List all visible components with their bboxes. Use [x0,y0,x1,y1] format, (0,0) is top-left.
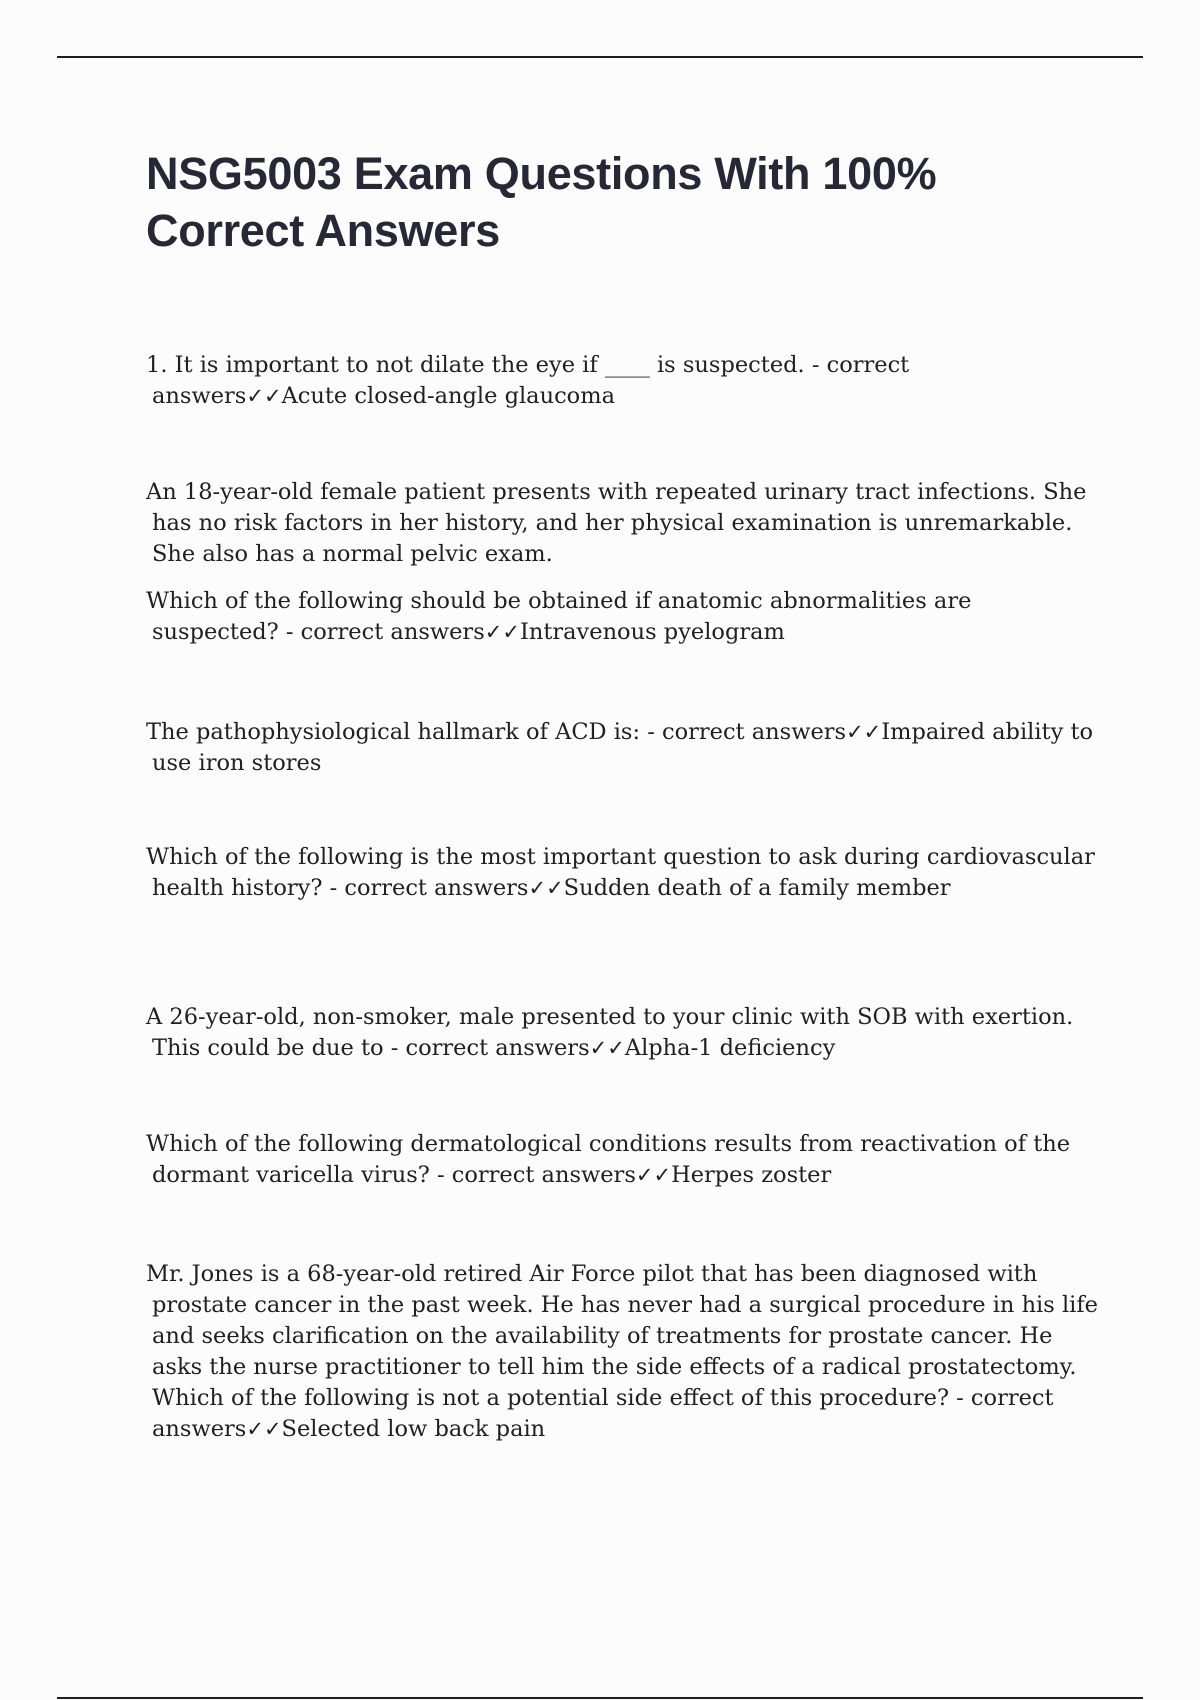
qa-item [146,1259,1102,1445]
check-mark-icon: ✓✓ [246,384,282,408]
qa-item [146,842,1102,904]
question-text: Mr. Jones is a 68-year-old retired Air Force pilot that has been diagnosed with prostate cancer in the past week. He has never had a surgical procedure in his life and seeks clarification on the availability of treatments for prostate cancer. He asks the nurse practitioner to tell him the side effects of a radical prostatectomy. Which of the following is not a potential side effect of this procedure? [146,1261,1098,1411]
question-text: 1. It is important to not dilate the eye if ____ is suspected. [146,352,805,378]
answer-separator: - correct answers [640,719,847,745]
question-text: Which of the following should be obtained if anatomic abnormalities are suspected? [146,588,972,645]
check-mark-icon: ✓✓ [528,876,564,900]
answer-text: Intravenous pyelogram [519,619,785,645]
qa-item [146,1002,1102,1064]
qa-item [146,350,1102,412]
qa-item [146,1129,1102,1191]
answer-text: Sudden death of a family member [563,875,951,901]
qa-item [146,717,1102,779]
check-mark-icon: ✓✓ [246,1417,282,1441]
question-text: An 18-year-old female patient presents with repeated urinary tract infections. She has no risk factors in her history, and her physical examination is unremarkable. She also has a normal pelvic exam. [146,479,1087,567]
check-mark-icon: ✓✓ [635,1163,672,1187]
answer-separator: - correct answers [322,875,529,901]
qa-item [146,477,1102,570]
question-text: A 26-year-old, non-smoker, male presented to your clinic with SOB with exertion. This could be due to [146,1004,1074,1061]
answer-text: Herpes zoster [671,1162,832,1188]
answer-separator: - correct answers [383,1035,590,1061]
question-text: Which of the following is the most important question to ask during cardiovascular health history? [146,844,1095,901]
bottom-rule [57,1697,1143,1699]
answer-text: Alpha-1 deficiency [624,1035,836,1061]
document-title: NSG5003 Exam Questions With 100% Correct Answers [146,148,937,256]
answer-text: Acute closed-angle glaucoma [281,383,615,409]
top-rule [57,56,1143,58]
answer-separator: - correct answers [278,619,485,645]
answer-text: Impaired ability to use iron stores [152,719,1094,776]
answer-separator: - correct answers [152,1385,1054,1442]
qa-item [146,586,1102,648]
answer-separator: - correct answers [429,1162,636,1188]
answer-text: Selected low back pain [281,1416,546,1442]
check-mark-icon: ✓✓ [484,620,520,644]
check-mark-icon: ✓✓ [846,720,882,744]
check-mark-icon: ✓✓ [589,1036,625,1060]
question-text: Which of the following dermatological conditions results from reactivation of the dormant varicella virus? [146,1131,1071,1188]
answer-separator: - correct answers [152,352,910,409]
question-text: The pathophysiological hallmark of ACD is: [146,719,641,745]
